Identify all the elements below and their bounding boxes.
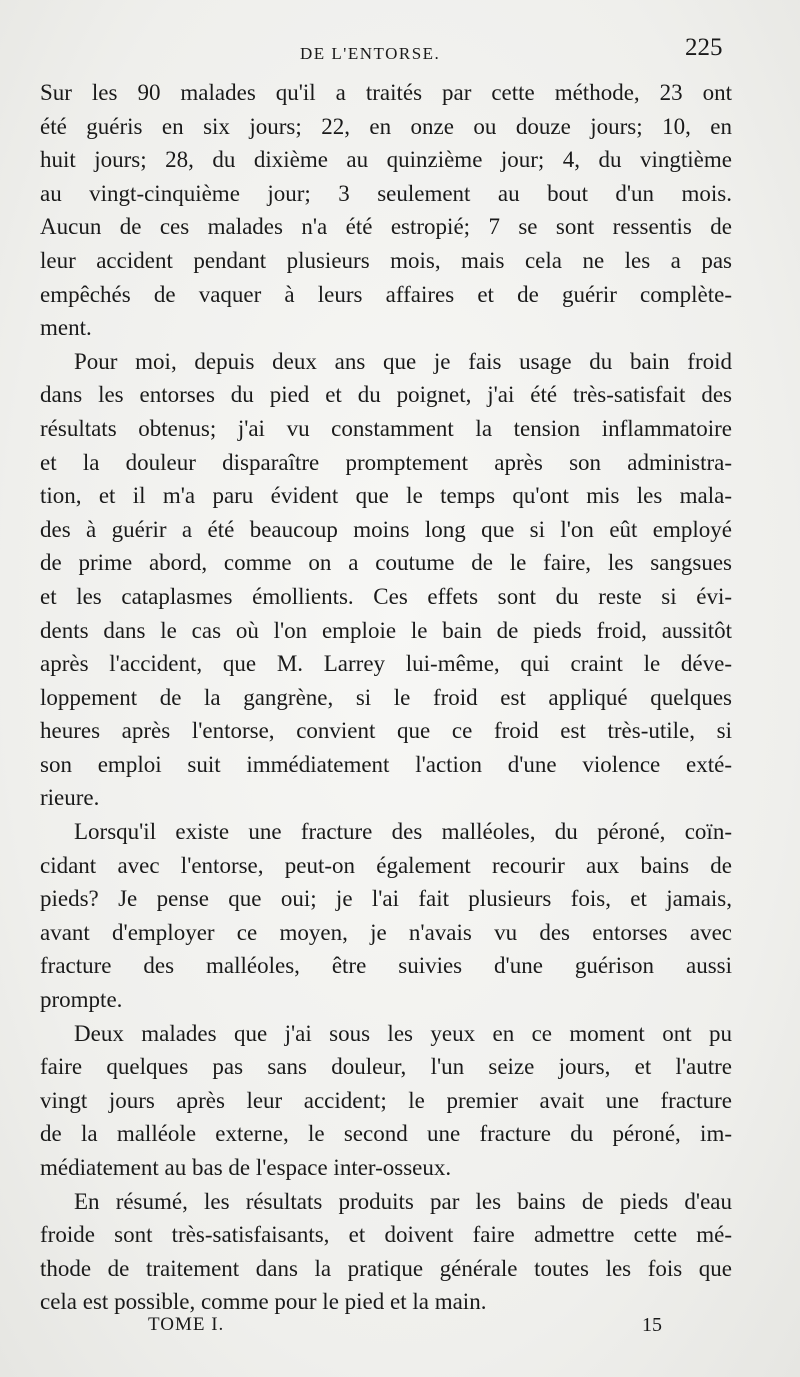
body-text bbox=[40, 76, 732, 1319]
text-line: huit jours; 28, du dixième au quinzième jour; 4, du vingtième bbox=[40, 147, 732, 173]
text-line: des à guérir a été beaucoup moins long que si l'on eût employé bbox=[40, 516, 732, 542]
text-line: Sur les 90 malades qu'il a traités par cette méthode, 23 ont bbox=[40, 80, 732, 105]
text-line: ment. bbox=[40, 315, 92, 341]
text-line: Lorsqu'il existe une fracture des malléoles, du péroné, coïn- bbox=[74, 819, 732, 845]
text-line: cela est possible, comme pour le pied et la main. bbox=[40, 1289, 487, 1315]
volume-label: TOME I. bbox=[148, 1314, 225, 1335]
text-line: pieds? Je pense que oui; je l'ai fait plusieurs fois, et jamais, bbox=[40, 886, 732, 912]
text-line: cidant avec l'entorse, peut-on également recourir aux bains de bbox=[40, 852, 732, 878]
text-line: loppement de la gangrène, si le froid est appliqué quelques bbox=[40, 684, 732, 710]
text-line: médiatement au bas de l'espace inter-osseux. bbox=[40, 1155, 452, 1180]
text-line: dents dans le cas où l'on emploie le bain de pieds froid, aussitôt bbox=[40, 617, 732, 643]
text-line: froide sont très-satisfaisants, et doivent faire admettre cette mé- bbox=[40, 1222, 732, 1248]
text-line: thode de traitement dans la pratique générale toutes les fois que bbox=[40, 1255, 732, 1281]
text-line: son emploi suit immédiatement l'action d'une violence exté- bbox=[40, 751, 732, 777]
text-line: fracture des malléoles, être suivies d'une guérison aussi bbox=[40, 953, 732, 979]
text-line: tion, et il m'a paru évident que le temps qu'ont mis les mala- bbox=[40, 483, 732, 509]
text-line: avant d'employer ce moyen, je n'avais vu des entorses avec bbox=[40, 919, 732, 945]
text-line: au vingt-cinquième jour; 3 seulement au bout d'un mois. bbox=[40, 180, 732, 206]
text-line: En résumé, les résultats produits par les bains de pieds d'eau bbox=[74, 1188, 732, 1214]
text-line: empêchés de vaquer à leurs affaires et de guérir complète- bbox=[40, 281, 732, 307]
text-line: faire quelques pas sans douleur, l'un seize jours, et l'autre bbox=[40, 1054, 732, 1080]
text-line: et les cataplasmes émollients. Ces effets sont du reste si évi- bbox=[40, 583, 732, 609]
text-line: rieure. bbox=[40, 785, 100, 811]
text-line: heures après l'entorse, convient que ce froid est très-utile, si bbox=[40, 718, 732, 744]
text-line: Pour moi, depuis deux ans que je fais usage du bain froid bbox=[74, 348, 732, 374]
page-number: 225 bbox=[685, 34, 723, 61]
text-line: prompte. bbox=[40, 987, 123, 1013]
text-line: Deux malades que j'ai sous les yeux en ce moment ont pu bbox=[74, 1020, 732, 1046]
signature-mark: 15 bbox=[642, 1314, 662, 1336]
text-line: de la malléole externe, le second une fracture du péroné, im- bbox=[40, 1121, 732, 1147]
text-line: leur accident pendant plusieurs mois, mais cela ne les a pas bbox=[40, 247, 732, 273]
text-line: vingt jours après leur accident; le premier avait une fracture bbox=[40, 1087, 732, 1113]
running-title: DE L'ENTORSE. bbox=[300, 44, 441, 63]
text-line: de prime abord, comme on a coutume de le faire, les sangsues bbox=[40, 550, 732, 576]
text-line: Aucun de ces malades n'a été estropié; 7 se sont ressentis de bbox=[40, 214, 732, 240]
text-line: été guéris en six jours; 22, en onze ou douze jours; 10, en bbox=[40, 113, 732, 139]
text-line: résultats obtenus; j'ai vu constamment la tension inflammatoire bbox=[40, 415, 732, 441]
text-line: dans les entorses du pied et du poignet, j'ai été très-satisfait des bbox=[40, 382, 732, 408]
text-line: et la douleur disparaître promptement après son administra- bbox=[40, 449, 732, 475]
text-line: après l'accident, que M. Larrey lui-même, qui craint le déve- bbox=[40, 651, 732, 677]
